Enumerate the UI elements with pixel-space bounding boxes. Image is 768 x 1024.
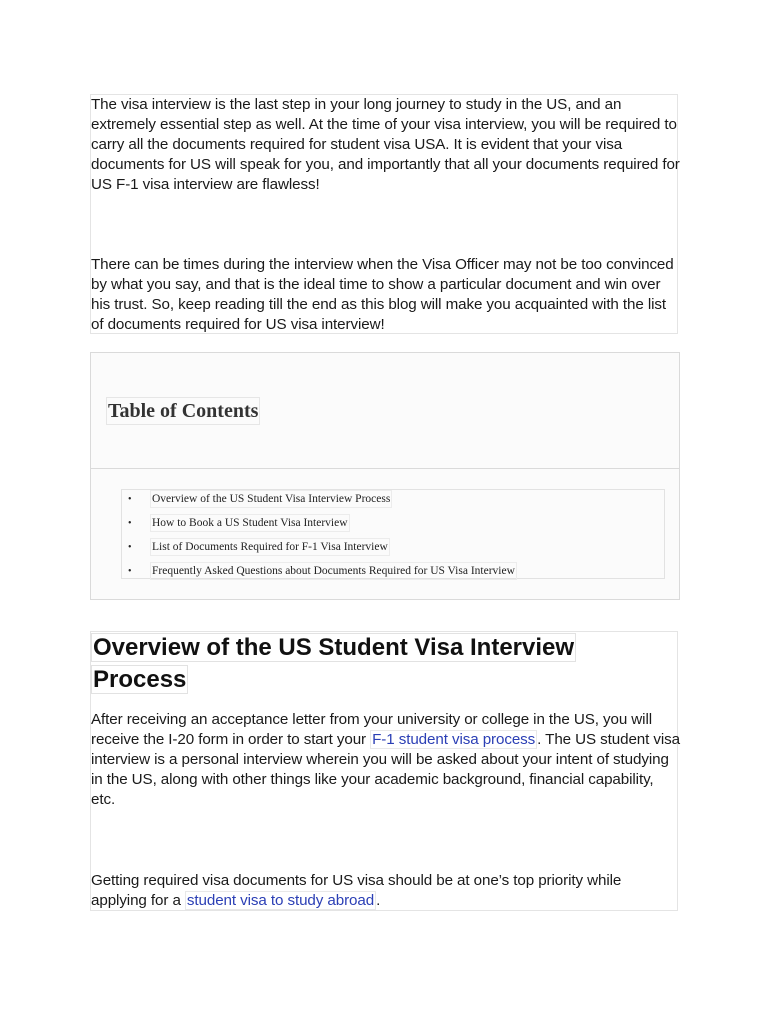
- toc-link-book-interview[interactable]: How to Book a US Student Visa Interview: [150, 514, 350, 532]
- bullet-icon: •: [128, 494, 132, 505]
- f1-visa-process-link[interactable]: F-1 student visa process: [372, 731, 536, 748]
- toc-header: [91, 353, 679, 469]
- toc-title: Table of Contents: [106, 397, 260, 425]
- section-heading: [91, 632, 621, 696]
- text-span: . The US student visa interview is a personal interview wherein you will be asked about your intent of studying in the US, along with other things like your academic background, financial capability, etc.: [91, 731, 680, 808]
- bullet-icon: •: [128, 542, 132, 553]
- heading-line-2: Process: [93, 666, 187, 693]
- toc-link-overview[interactable]: Overview of the US Student Visa Interview Process: [150, 490, 392, 508]
- toc-link-documents-list[interactable]: List of Documents Required for F-1 Visa Interview: [150, 538, 390, 556]
- text-span: .: [376, 892, 381, 909]
- intro-section: [90, 94, 678, 334]
- study-abroad-visa-link[interactable]: student visa to study abroad: [186, 892, 375, 909]
- intro-paragraph-2: There can be times during the interview when the Visa Officer may not be too convinced by what you say, and that is the ideal time to show a particular document and win over his trust. So, keep reading till the end as this blog will make you acquainted with the list of documents required for US visa interview!: [91, 256, 674, 333]
- toc-link-faq[interactable]: Frequently Asked Questions about Documents Required for US Visa Interview: [150, 562, 517, 580]
- overview-paragraph-1: [91, 710, 681, 810]
- table-of-contents: [90, 352, 680, 600]
- text-span: Getting required visa documents for US visa should be at one’s top priority while applying for a: [91, 872, 622, 909]
- bullet-icon: •: [128, 518, 132, 529]
- overview-section: [90, 631, 678, 911]
- intro-paragraph-1: The visa interview is the last step in your long journey to study in the US, and an extremely essential step as well. At the time of your visa interview, you will be required to carry all the documents required for student visa USA. It is evident that your visa documents for US will speak for you, and importantly that all your documents required for US F-1 visa interview are flawless!: [91, 96, 680, 193]
- bullet-icon: •: [128, 566, 132, 577]
- overview-paragraph-2: [91, 871, 681, 911]
- toc-list: [121, 489, 665, 579]
- text-span: After receiving an acceptance letter from your university or college in the US, you will receive the I-20 form in order to start your: [91, 711, 652, 748]
- heading-line-1: Overview of the US Student Visa Interview: [93, 634, 575, 661]
